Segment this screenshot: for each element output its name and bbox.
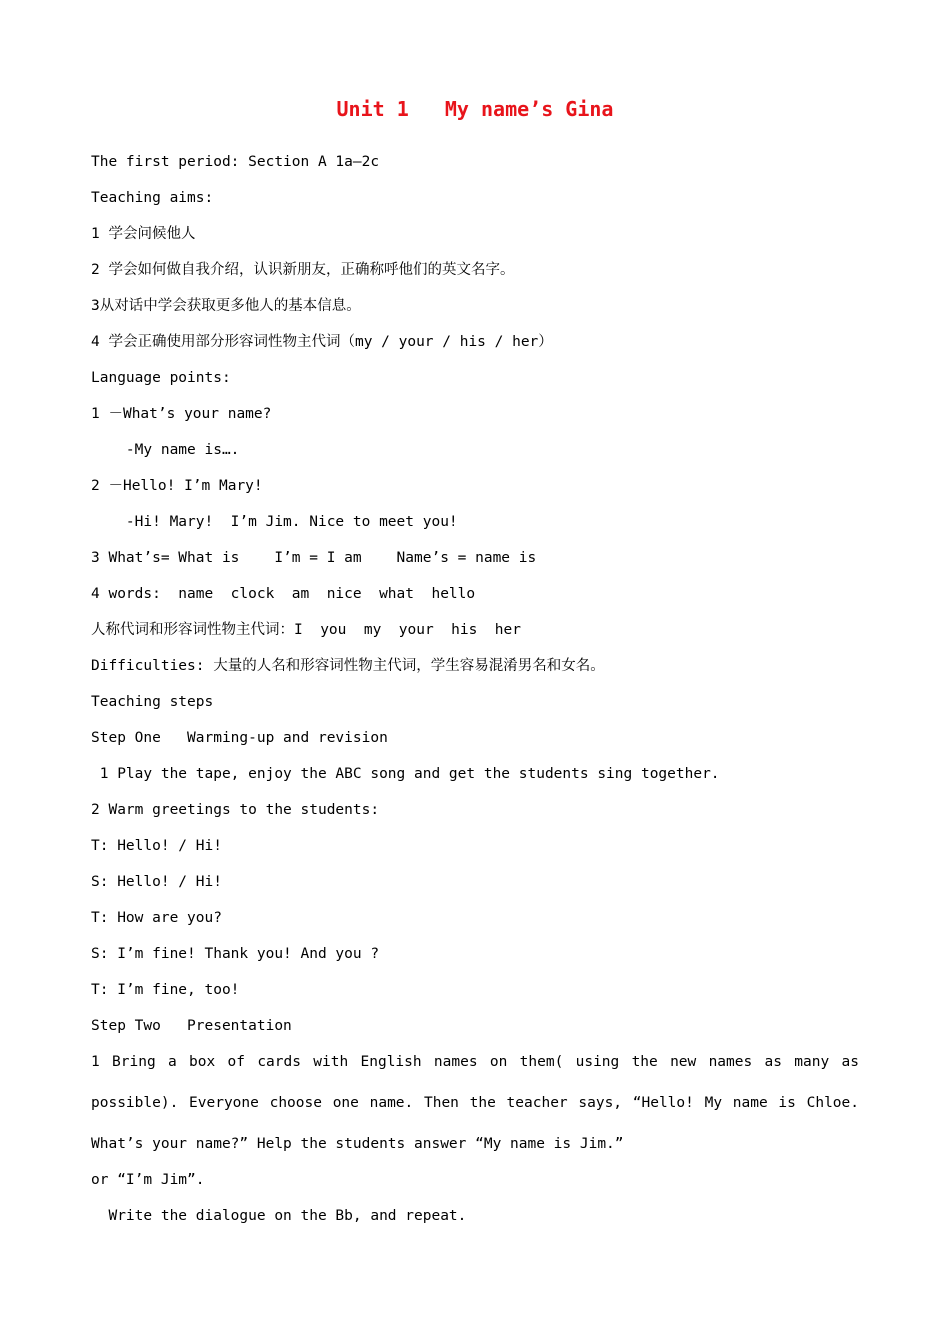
language-point-1-reply: -My name is…. — [91, 442, 240, 458]
dialogue-line: T: How are you? — [91, 910, 222, 926]
aim-item-3: 3从对话中学会获取更多他人的基本信息。 — [91, 298, 361, 314]
aim-item-4: 4 学会正确使用部分形容词性物主代词（my / your / his / her） — [91, 334, 553, 350]
presentation-paragraph-line-2: possible). Everyone choose one name. Then the teacher says, “Hello! My name is Chloe. — [91, 1095, 859, 1111]
language-point-2-reply: -Hi! Mary! I’m Jim. Nice to meet you! — [91, 514, 458, 530]
step-one-item-1: 1 Play the tape, enjoy the ABC song and get the students sing together. — [91, 766, 720, 782]
dialogue-line: S: I’m fine! Thank you! And you ? — [91, 946, 380, 962]
language-point-2: 2 －Hello! I’m Mary! — [91, 478, 263, 494]
language-point-4: 4 words: name clock am nice what hello — [91, 586, 476, 602]
step-one-item-2: 2 Warm greetings to the students: — [91, 802, 380, 818]
presentation-paragraph-line-4: or “I’m Jim”. — [91, 1172, 205, 1188]
language-point-3: 3 What’s= What is I’m = I am Name’s = name is — [91, 550, 537, 566]
language-points-heading: Language points: — [91, 370, 231, 386]
dialogue-line: S: Hello! / Hi! — [91, 874, 222, 890]
presentation-paragraph-line-5: Write the dialogue on the Bb, and repeat. — [91, 1208, 467, 1224]
dialogue-line: T: Hello! / Hi! — [91, 838, 222, 854]
document-title: Unit 1 My name’s Gina — [336, 97, 614, 121]
presentation-paragraph-line-3: What’s your name?” Help the students answer “My name is Jim.” — [91, 1136, 624, 1152]
period-line: The first period: Section A 1a—2c — [91, 154, 380, 170]
dialogue-line: T: I’m fine, too! — [91, 982, 240, 998]
step-two-heading: Step Two Presentation — [91, 1018, 292, 1034]
pronouns-line: 人称代词和形容词性物主代词：I you my your his her — [91, 622, 521, 638]
presentation-paragraph-line-1: 1 Bring a box of cards with English names on them( using the new names as many as — [91, 1054, 859, 1070]
teaching-aims-heading: Teaching aims: — [91, 190, 214, 206]
step-one-heading: Step One Warming-up and revision — [91, 730, 388, 746]
difficulties-line: Difficulties: 大量的人名和形容词性物主代词，学生容易混淆男名和女名。 — [91, 658, 605, 674]
teaching-steps-heading: Teaching steps — [91, 694, 214, 710]
aim-item-1: 1 学会问候他人 — [91, 226, 196, 242]
aim-item-2: 2 学会如何做自我介绍，认识新朋友，正确称呼他们的英文名字。 — [91, 262, 515, 278]
language-point-1: 1 －What’s your name? — [91, 406, 272, 422]
